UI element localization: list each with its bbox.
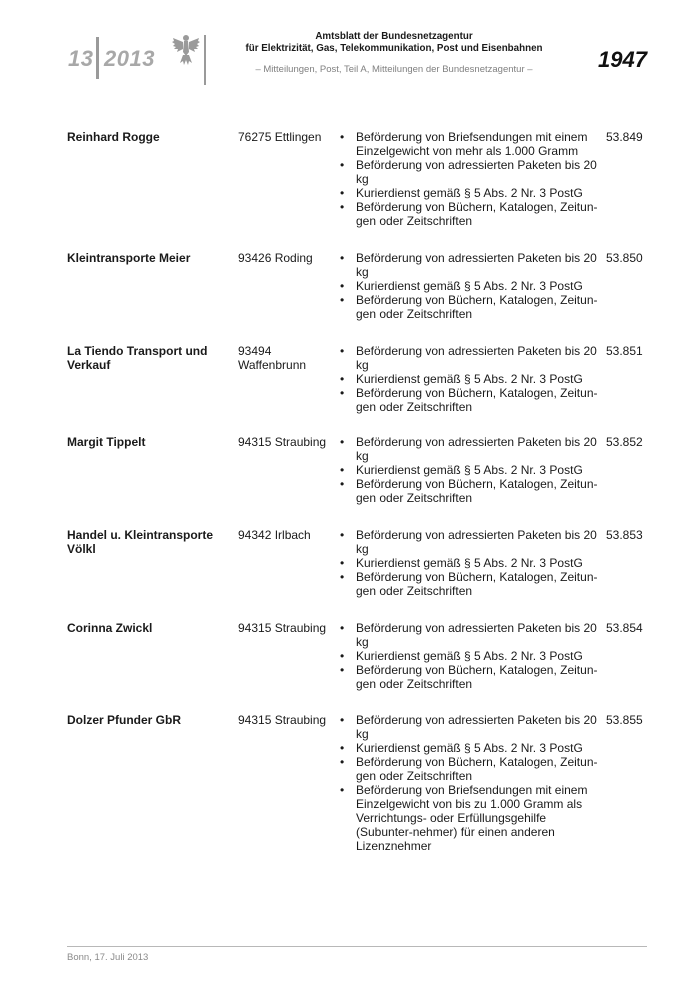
footer-divider: [67, 946, 647, 947]
entry-number: 53.855: [606, 713, 643, 727]
entry-name: Margit Tippelt: [67, 435, 146, 449]
entry-city: 94342 Irlbach: [238, 528, 311, 542]
service-list: [339, 528, 604, 598]
entry-city: 94315 Straubing: [238, 435, 327, 449]
entry-number: 53.850: [606, 251, 643, 265]
service-item: • Beförderung von Büchern, Katalogen, Zeitun-gen oder Zeitschriften: [339, 293, 604, 321]
service-item: • Kurierdienst gemäß § 5 Abs. 2 Nr. 3 PostG: [339, 649, 604, 663]
publication-title-block: [234, 31, 554, 76]
service-item: • Beförderung von Büchern, Katalogen, Zeitun-gen oder Zeitschriften: [339, 663, 604, 691]
service-item: • Beförderung von adressierten Paketen bis 20 kg: [339, 251, 604, 279]
service-item: • Beförderung von adressierten Paketen bis 20 kg: [339, 158, 604, 186]
header-divider: [96, 37, 99, 79]
service-list: [339, 344, 604, 414]
service-item: • Beförderung von Büchern, Katalogen, Zeitun-gen oder Zeitschriften: [339, 200, 604, 228]
service-item: • Beförderung von Büchern, Katalogen, Zeitun-gen oder Zeitschriften: [339, 477, 604, 505]
service-item: • Beförderung von Briefsendungen mit einem Einzelgewicht von mehr als 1.000 Gramm: [339, 130, 604, 158]
header-divider: [204, 35, 206, 85]
entry-name: Kleintransporte Meier: [67, 251, 191, 265]
service-item: • Beförderung von adressierten Paketen bis 20 kg: [339, 621, 604, 649]
entry-name: Reinhard Rogge: [67, 130, 160, 144]
entry-number: 53.849: [606, 130, 643, 144]
service-list: [339, 621, 604, 691]
federal-eagle-icon: [171, 32, 201, 66]
entry-city: 94315 Straubing: [238, 713, 327, 727]
service-item: • Beförderung von adressierten Paketen bis 20 kg: [339, 435, 604, 463]
entry-number: 53.852: [606, 435, 643, 449]
publication-subtitle: für Elektrizität, Gas, Telekommunikation, Post und Eisenbahnen: [245, 43, 543, 54]
entry-name: Handel u. Kleintransporte Völkl: [67, 528, 214, 556]
page-header: [0, 0, 700, 100]
service-item: • Beförderung von Briefsendungen mit einem Einzelgewicht von bis zu 1.000 Gramm als Verrichtungs- oder Erfüllungsgehilfe (Subunter-nehmer) für einen anderen Lizenznehmer: [339, 783, 604, 853]
entry-name: La Tiendo Transport und Verkauf: [67, 344, 208, 372]
service-list: [339, 251, 604, 321]
entry-name: Dolzer Pfunder GbR: [67, 713, 182, 727]
entry-city: 93494 Waffenbrunn: [238, 344, 307, 372]
entry-city: 93426 Roding: [238, 251, 313, 265]
entry-number: 53.853: [606, 528, 643, 542]
page-number: 1947: [598, 47, 647, 72]
footer-date: Bonn, 17. Juli 2013: [67, 952, 149, 963]
service-item: • Kurierdienst gemäß § 5 Abs. 2 Nr. 3 PostG: [339, 463, 604, 477]
service-item: • Kurierdienst gemäß § 5 Abs. 2 Nr. 3 PostG: [339, 741, 604, 755]
issue-year: 2013: [104, 46, 155, 71]
entry-name: Corinna Zwickl: [67, 621, 153, 635]
service-item: • Kurierdienst gemäß § 5 Abs. 2 Nr. 3 PostG: [339, 556, 604, 570]
service-item: • Beförderung von Büchern, Katalogen, Zeitun-gen oder Zeitschriften: [339, 386, 604, 414]
service-item: • Kurierdienst gemäß § 5 Abs. 2 Nr. 3 PostG: [339, 279, 604, 293]
publication-title: Amtsblatt der Bundesnetzagentur: [315, 31, 473, 42]
service-item: • Kurierdienst gemäß § 5 Abs. 2 Nr. 3 PostG: [339, 372, 604, 386]
service-list: [339, 130, 604, 228]
service-item: • Beförderung von adressierten Paketen bis 20 kg: [339, 344, 604, 372]
service-item: • Beförderung von adressierten Paketen bis 20 kg: [339, 528, 604, 556]
entry-number: 53.854: [606, 621, 643, 635]
service-item: • Kurierdienst gemäß § 5 Abs. 2 Nr. 3 PostG: [339, 186, 604, 200]
entry-city: 76275 Ettlingen: [238, 130, 322, 144]
entry-number: 53.851: [606, 344, 643, 358]
service-list: [339, 713, 604, 853]
service-list: [339, 435, 604, 505]
issue-number: 13: [68, 46, 94, 71]
service-item: • Beförderung von Büchern, Katalogen, Zeitun-gen oder Zeitschriften: [339, 755, 604, 783]
service-item: • Beförderung von adressierten Paketen bis 20 kg: [339, 713, 604, 741]
section-label: – Mitteilungen, Post, Teil A, Mitteilungen der Bundesnetzagentur –: [255, 64, 533, 75]
entry-city: 94315 Straubing: [238, 621, 327, 635]
service-item: • Beförderung von Büchern, Katalogen, Zeitun-gen oder Zeitschriften: [339, 570, 604, 598]
